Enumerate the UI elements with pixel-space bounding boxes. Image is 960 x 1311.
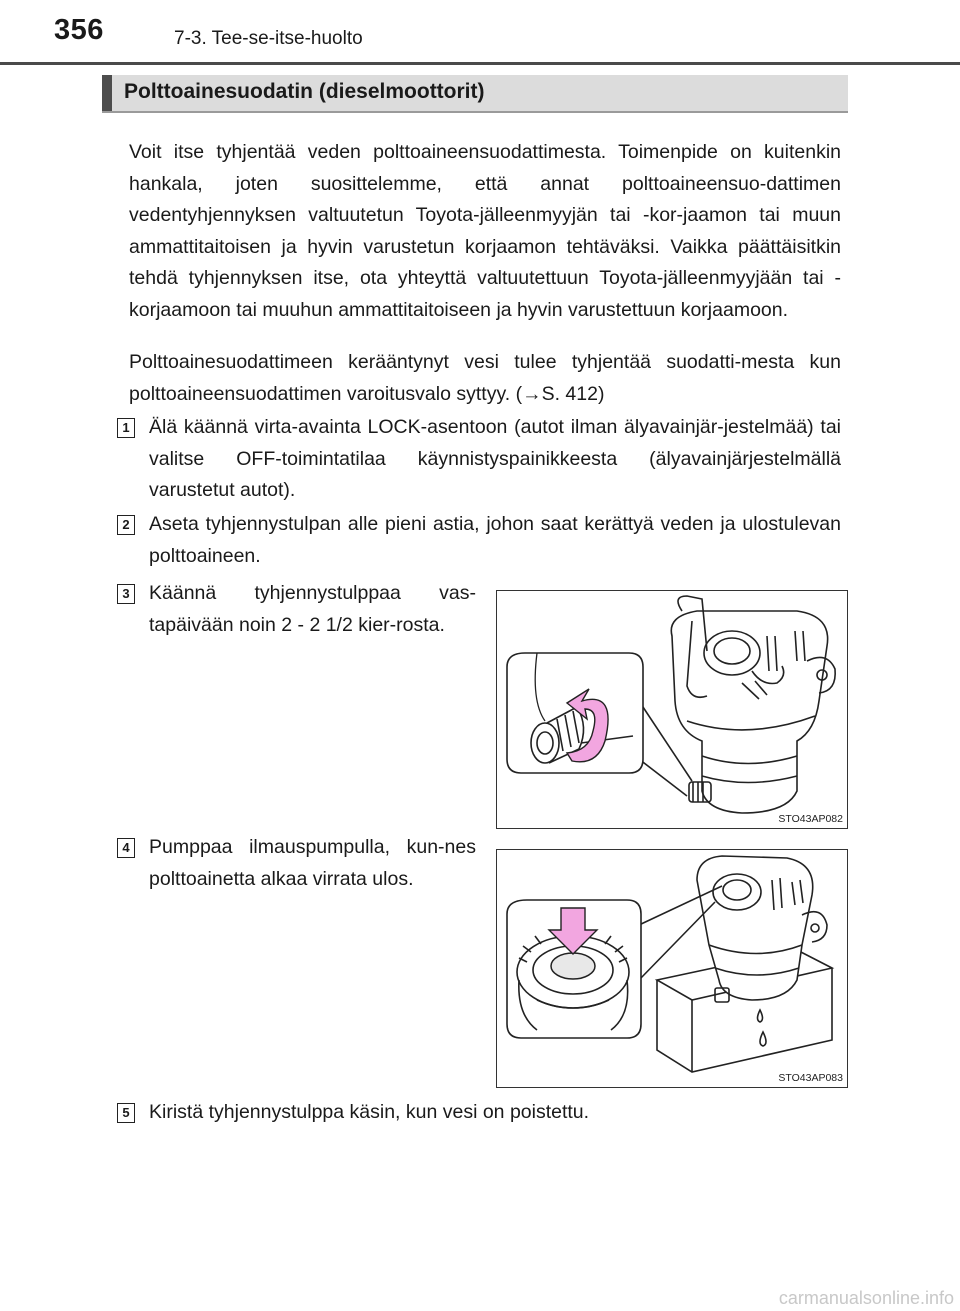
section-heading <box>102 75 848 113</box>
step-number-1: 1 <box>117 418 135 438</box>
intro-paragraph-1: Voit itse tyhjentää veden polttoaineensuodattimesta. Toimenpide on kuitenkin hankala, joten suosittelemme, että annat polttoaineensuo-dattimen vedentyhjennyksen valtuutetun Toyota-jälleenmyyjän tai -kor-jaamon tai muun ammattitaitoisen ja hyvin varustetun korjaamon tehtäväksi. Vaikka päättäisitkin tehdä tyhjennyksen itse, ota yhteyttä valtuutettuun Toyota-jälleenmyyjään tai -korjaamoon tai muuhun ammattitaitoiseen ja hyvin varustettuun korjaamoon. <box>129 141 841 321</box>
step-text-2: Aseta tyhjennystulpan alle pieni astia, johon saat kerättyä veden ja ulostulevan polttoaineen. <box>149 513 841 567</box>
page-number: 356 <box>54 14 104 46</box>
intro-paragraph-2: Polttoainesuodattimeen kerääntynyt vesi tulee tyhjentää suodatti-mesta kun polttoaineensuodattimen varoitusvalo syttyy. (→S. 412) <box>129 351 841 405</box>
priming-pump-illustration <box>497 850 849 1089</box>
figure-code: STO43AP082 <box>778 813 843 825</box>
section-title: 7-3. Tee-se-itse-huolto <box>174 28 363 49</box>
step-text-3: Käännä tyhjennystulppaa vas-tapäivään noin 2 - 2 1/2 kier-rosta. <box>149 582 476 636</box>
step-text-1: Älä käännä virta-avainta LOCK-asentoon (autot ilman älyavainjär-jestelmää) tai valitse OFF-toimintatilaa käynnistyspainikkeesta (älyavainjärjestelmällä varustetut autot). <box>149 416 841 501</box>
heading-accent <box>102 75 112 111</box>
step-number-3: 3 <box>117 584 135 604</box>
step-number-2: 2 <box>117 515 135 535</box>
step-text-4: Pumppaa ilmauspumpulla, kun-nes polttoainetta alkaa virrata ulos. <box>149 836 476 890</box>
step-number-4: 4 <box>117 838 135 858</box>
watermark: carmanualsonline.info <box>778 1288 954 1308</box>
step-number-5: 5 <box>117 1103 135 1123</box>
figure-code: STO43AP083 <box>778 1072 843 1084</box>
step-text-5: Kiristä tyhjennystulppa käsin, kun vesi on poistettu. <box>149 1101 590 1123</box>
header-divider <box>0 62 960 65</box>
figure-priming-pump <box>496 849 848 1088</box>
drain-plug-illustration <box>497 591 849 830</box>
heading-text: Polttoainesuodatin (dieselmoottorit) <box>124 80 485 103</box>
figure-drain-plug <box>496 590 848 829</box>
pump-button-icon <box>551 953 595 979</box>
